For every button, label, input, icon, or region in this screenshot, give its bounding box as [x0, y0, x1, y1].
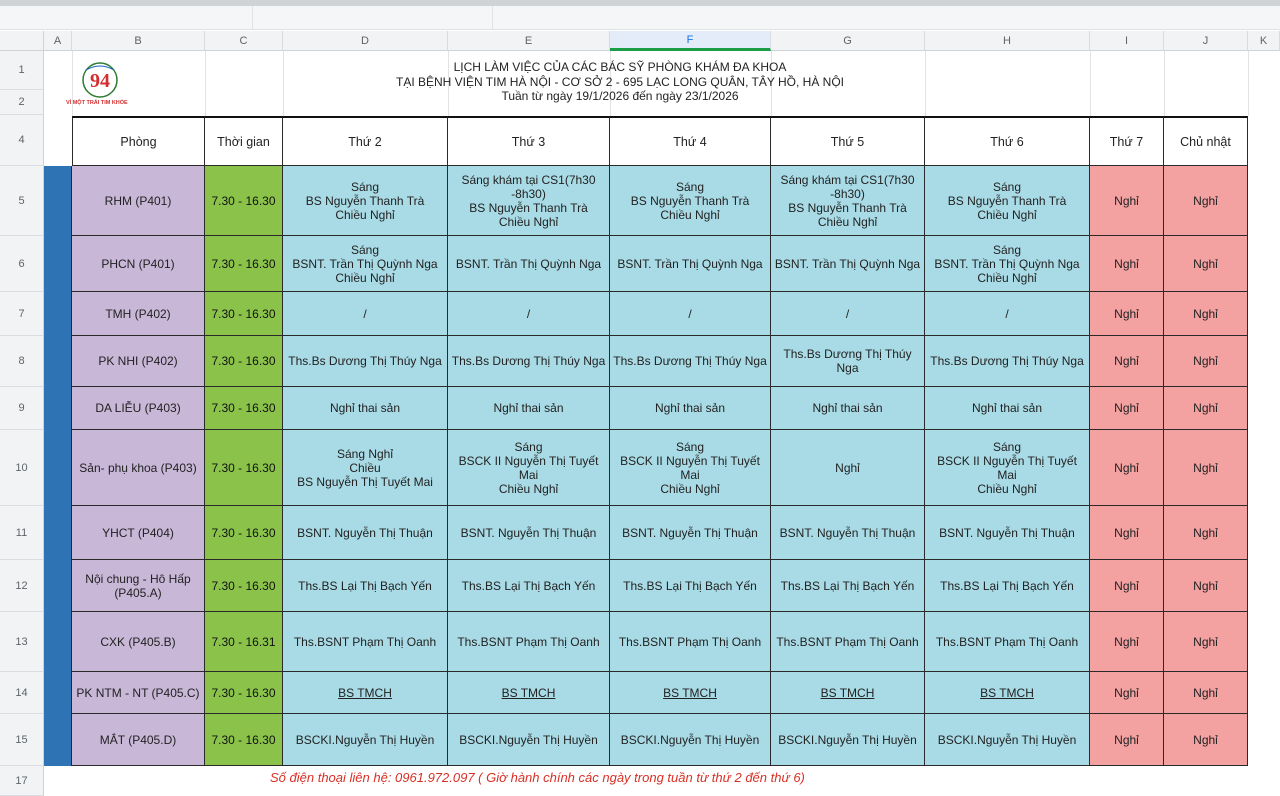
column-header-a[interactable]: A	[44, 31, 72, 51]
time-cell[interactable]: 7.30 - 16.31	[205, 612, 283, 672]
row-header-10[interactable]: 10	[0, 430, 44, 506]
weekday-cell[interactable]: Nghỉ thai sản	[610, 387, 771, 430]
weekday-cell[interactable]: Ths.BSNT Phạm Thị Oanh	[925, 612, 1090, 672]
title-line-2: TẠI BỆNH VIỆN TIM HÀ NỘI - CƠ SỞ 2 - 695 LẠC LONG QUÂN, TÂY HỒ, HÀ NỘI	[395, 74, 844, 89]
weekday-cell[interactable]: Ths.Bs Dương Thị Thúy Nga	[925, 336, 1090, 387]
weekday-cell[interactable]: Ths.BSNT Phạm Thị Oanh	[283, 612, 448, 672]
contact-footer: Số điện thoại liên hệ: 0961.972.097 ( Giờ hành chính các ngày trong tuần từ thứ 2 đến thứ 6)	[270, 770, 805, 785]
column-header-g[interactable]: G	[771, 31, 925, 51]
weekday-cell[interactable]: BSNT. Nguyễn Thị Thuận	[771, 506, 925, 560]
row-header-1[interactable]: 1	[0, 51, 44, 90]
weekday-cell[interactable]: Ths.BS Lại Thị Bạch Yến	[925, 560, 1090, 612]
weekday-cell[interactable]: Sáng khám tại CS1(7h30 -8h30) BS Nguyễn Thanh Trà Chiều Nghỉ	[448, 166, 610, 236]
grid-line	[283, 51, 284, 116]
weekday-cell[interactable]: Sáng BSNT. Trần Thị Quỳnh Nga Chiều Nghỉ	[925, 236, 1090, 292]
svg-text:94: 94	[90, 70, 110, 92]
sunday-cell[interactable]: Nghỉ	[1164, 506, 1248, 560]
column-header-c[interactable]: C	[205, 31, 283, 51]
weekday-cell[interactable]: Nghỉ	[771, 430, 925, 506]
weekday-cell[interactable]: BSCKI.Nguyễn Thị Huyền	[448, 714, 610, 766]
grid-line	[205, 51, 206, 116]
header-cell-7[interactable]: Thứ 7	[1090, 116, 1164, 166]
grid-line	[1248, 51, 1249, 116]
sunday-cell[interactable]: Nghỉ	[1164, 336, 1248, 387]
row-header-15[interactable]: 15	[0, 714, 44, 766]
weekday-cell[interactable]: /	[925, 292, 1090, 336]
weekday-cell[interactable]: Sáng khám tại CS1(7h30 -8h30) BS Nguyễn Thanh Trà Chiều Nghỉ	[771, 166, 925, 236]
weekday-cell[interactable]: Nghỉ thai sản	[448, 387, 610, 430]
sunday-cell[interactable]: Nghỉ	[1164, 292, 1248, 336]
weekday-cell[interactable]: Nghỉ thai sản	[771, 387, 925, 430]
weekday-cell[interactable]: BSNT. Nguyễn Thị Thuận	[448, 506, 610, 560]
weekday-cell[interactable]: /	[610, 292, 771, 336]
header-cell-4[interactable]: Thứ 4	[610, 116, 771, 166]
weekday-cell[interactable]: BS TMCH	[610, 672, 771, 714]
row-header-9[interactable]: 9	[0, 387, 44, 430]
saturday-cell[interactable]: Nghỉ	[1090, 236, 1164, 292]
weekday-cell[interactable]: Nghỉ thai sản	[925, 387, 1090, 430]
row-header-5[interactable]: 5	[0, 166, 44, 236]
column-header-e[interactable]: E	[448, 31, 610, 51]
room-cell[interactable]: YHCT (P404)	[72, 506, 205, 560]
saturday-cell[interactable]: Nghỉ	[1090, 714, 1164, 766]
room-cell[interactable]: MẮT (P405.D)	[72, 714, 205, 766]
saturday-cell[interactable]: Nghỉ	[1090, 336, 1164, 387]
weekday-cell[interactable]: BS TMCH	[925, 672, 1090, 714]
weekday-cell[interactable]: /	[448, 292, 610, 336]
weekday-cell[interactable]: Ths.BS Lại Thị Bạch Yến	[610, 560, 771, 612]
time-cell[interactable]: 7.30 - 16.30	[205, 506, 283, 560]
weekday-cell[interactable]: Sáng BSCK II Nguyễn Thị Tuyết Mai Chiều Nghỉ	[925, 430, 1090, 506]
weekday-cell[interactable]: Ths.BS Lại Thị Bạch Yến	[448, 560, 610, 612]
header-cell-6[interactable]: Thứ 6	[925, 116, 1090, 166]
weekday-cell[interactable]: BS TMCH	[283, 672, 448, 714]
weekday-cell[interactable]: Ths.BS Lại Thị Bạch Yến	[283, 560, 448, 612]
sunday-cell[interactable]: Nghỉ	[1164, 387, 1248, 430]
column-header-i[interactable]: I	[1090, 31, 1164, 51]
weekday-cell[interactable]: /	[771, 292, 925, 336]
room-cell[interactable]: RHM (P401)	[72, 166, 205, 236]
sunday-cell[interactable]: Nghỉ	[1164, 612, 1248, 672]
row-group-bar	[44, 166, 72, 766]
column-header-j[interactable]: J	[1164, 31, 1248, 51]
weekday-cell[interactable]: Ths.Bs Dương Thị Thúy Nga	[448, 336, 610, 387]
weekday-cell[interactable]: Ths.Bs Dương Thị Thúy Nga	[610, 336, 771, 387]
room-cell[interactable]: PK NHI (P402)	[72, 336, 205, 387]
weekday-cell[interactable]: Sáng BSCK II Nguyễn Thị Tuyết Mai Chiều Nghỉ	[610, 430, 771, 506]
weekday-cell[interactable]: Ths.BSNT Phạm Thị Oanh	[771, 612, 925, 672]
header-cell-1[interactable]: Thời gian	[205, 116, 283, 166]
schedule-title	[290, 60, 950, 104]
room-cell[interactable]: PK NTM - NT (P405.C)	[72, 672, 205, 714]
column-header-k[interactable]: K	[1248, 31, 1280, 51]
room-cell[interactable]: PHCN (P401)	[72, 236, 205, 292]
room-cell[interactable]: Sản- phụ khoa (P403)	[72, 430, 205, 506]
logo-slogan: VÌ MỘT TRÁI TIM KHỎE	[66, 100, 128, 106]
weekday-cell[interactable]: BSNT. Trần Thị Quỳnh Nga	[771, 236, 925, 292]
time-cell[interactable]: 7.30 - 16.30	[205, 387, 283, 430]
weekday-cell[interactable]: /	[283, 292, 448, 336]
weekday-cell[interactable]: BSCKI.Nguyễn Thị Huyền	[283, 714, 448, 766]
weekday-cell[interactable]: Sáng BSNT. Trần Thị Quỳnh Nga Chiều Nghỉ	[283, 236, 448, 292]
time-cell[interactable]: 7.30 - 16.30	[205, 430, 283, 506]
time-cell[interactable]: 7.30 - 16.30	[205, 336, 283, 387]
weekday-cell[interactable]: Sáng BS Nguyễn Thanh Trà Chiều Nghỉ	[283, 166, 448, 236]
sunday-cell[interactable]: Nghỉ	[1164, 714, 1248, 766]
formula-bar[interactable]	[0, 6, 1280, 30]
weekday-cell[interactable]: BSNT. Nguyễn Thị Thuận	[283, 506, 448, 560]
room-cell[interactable]: DA LIỄU (P403)	[72, 387, 205, 430]
row-header-8[interactable]: 8	[0, 336, 44, 387]
weekday-cell[interactable]: Sáng Nghỉ Chiều BS Nguyễn Thị Tuyết Mai	[283, 430, 448, 506]
weekday-cell[interactable]: Sáng BS Nguyễn Thanh Trà Chiều Nghỉ	[610, 166, 771, 236]
weekday-cell[interactable]: BSNT. Trần Thị Quỳnh Nga	[610, 236, 771, 292]
weekday-cell[interactable]: BSNT. Nguyễn Thị Thuận	[610, 506, 771, 560]
room-cell[interactable]: Nội chung - Hô Hấp (P405.A)	[72, 560, 205, 612]
sunday-cell[interactable]: Nghỉ	[1164, 236, 1248, 292]
row-header-4[interactable]: 4	[0, 115, 44, 166]
weekday-cell[interactable]: BSCKI.Nguyễn Thị Huyền	[771, 714, 925, 766]
grid-line	[1090, 51, 1091, 116]
hospital-logo	[64, 60, 144, 110]
weekday-cell[interactable]: BS TMCH	[448, 672, 610, 714]
row-header-17[interactable]: 17	[0, 766, 44, 796]
header-cell-5[interactable]: Thứ 5	[771, 116, 925, 166]
room-cell[interactable]: CXK (P405.B)	[72, 612, 205, 672]
row-header-7[interactable]: 7	[0, 292, 44, 336]
header-cell-3[interactable]: Thứ 3	[448, 116, 610, 166]
weekday-cell[interactable]: Sáng BS Nguyễn Thanh Trà Chiều Nghỉ	[925, 166, 1090, 236]
select-all-corner[interactable]	[0, 31, 44, 51]
time-cell[interactable]: 7.30 - 16.30	[205, 714, 283, 766]
time-cell[interactable]: 7.30 - 16.30	[205, 166, 283, 236]
row-header-11[interactable]: 11	[0, 506, 44, 560]
header-cell-2[interactable]: Thứ 2	[283, 116, 448, 166]
sunday-cell[interactable]: Nghỉ	[1164, 166, 1248, 236]
weekday-cell[interactable]: Ths.BS Lại Thị Bạch Yến	[771, 560, 925, 612]
title-line-1: LỊCH LÀM VIỆC CỦA CÁC BÁC SỸ PHÒNG KHÁM ĐA KHOA	[453, 60, 787, 74]
weekday-cell[interactable]: Ths.BSNT Phạm Thị Oanh	[610, 612, 771, 672]
saturday-cell[interactable]: Nghỉ	[1090, 506, 1164, 560]
room-cell[interactable]: TMH (P402)	[72, 292, 205, 336]
column-header-h[interactable]: H	[925, 31, 1090, 51]
time-cell[interactable]: 7.30 - 16.30	[205, 560, 283, 612]
sunday-cell[interactable]: Nghỉ	[1164, 430, 1248, 506]
saturday-cell[interactable]: Nghỉ	[1090, 612, 1164, 672]
weekday-cell[interactable]: Ths.BSNT Phạm Thị Oanh	[448, 612, 610, 672]
weekday-cell[interactable]: Ths.Bs Dương Thị Thúy Nga	[771, 336, 925, 387]
sunday-cell[interactable]: Nghỉ	[1164, 672, 1248, 714]
header-cell-0[interactable]: Phòng	[72, 116, 205, 166]
grid-line	[1164, 51, 1165, 116]
time-cell[interactable]: 7.30 - 16.30	[205, 672, 283, 714]
row-header-12[interactable]: 12	[0, 560, 44, 612]
weekday-cell[interactable]: BSNT. Trần Thị Quỳnh Nga	[448, 236, 610, 292]
time-cell[interactable]: 7.30 - 16.30	[205, 292, 283, 336]
row-header-6[interactable]: 6	[0, 236, 44, 292]
formula-input[interactable]	[252, 6, 493, 30]
saturday-cell[interactable]: Nghỉ	[1090, 166, 1164, 236]
weekday-cell[interactable]: BSCKI.Nguyễn Thị Huyền	[610, 714, 771, 766]
weekday-cell[interactable]: Nghỉ thai sản	[283, 387, 448, 430]
header-cell-8[interactable]: Chủ nhật	[1164, 116, 1248, 166]
weekday-cell[interactable]: Sáng BSCK II Nguyễn Thị Tuyết Mai Chiều Nghỉ	[448, 430, 610, 506]
row-header-13[interactable]: 13	[0, 612, 44, 672]
column-header-b[interactable]: B	[72, 31, 205, 51]
saturday-cell[interactable]: Nghỉ	[1090, 292, 1164, 336]
row-header-2[interactable]: 2	[0, 90, 44, 115]
title-line-3: Tuần từ ngày 19/1/2026 đến ngày 23/1/2026	[501, 89, 739, 103]
saturday-cell[interactable]: Nghỉ	[1090, 560, 1164, 612]
saturday-cell[interactable]: Nghỉ	[1090, 672, 1164, 714]
row-header-14[interactable]: 14	[0, 672, 44, 714]
weekday-cell[interactable]: BSCKI.Nguyễn Thị Huyền	[925, 714, 1090, 766]
weekday-cell[interactable]: BSNT. Nguyễn Thị Thuận	[925, 506, 1090, 560]
weekday-cell[interactable]: BS TMCH	[771, 672, 925, 714]
time-cell[interactable]: 7.30 - 16.30	[205, 236, 283, 292]
name-box[interactable]	[0, 6, 253, 30]
sunday-cell[interactable]: Nghỉ	[1164, 560, 1248, 612]
saturday-cell[interactable]: Nghỉ	[1090, 387, 1164, 430]
saturday-cell[interactable]: Nghỉ	[1090, 430, 1164, 506]
column-header-d[interactable]: D	[283, 31, 448, 51]
column-header-f[interactable]: F	[610, 31, 771, 51]
weekday-cell[interactable]: Ths.Bs Dương Thị Thúy Nga	[283, 336, 448, 387]
